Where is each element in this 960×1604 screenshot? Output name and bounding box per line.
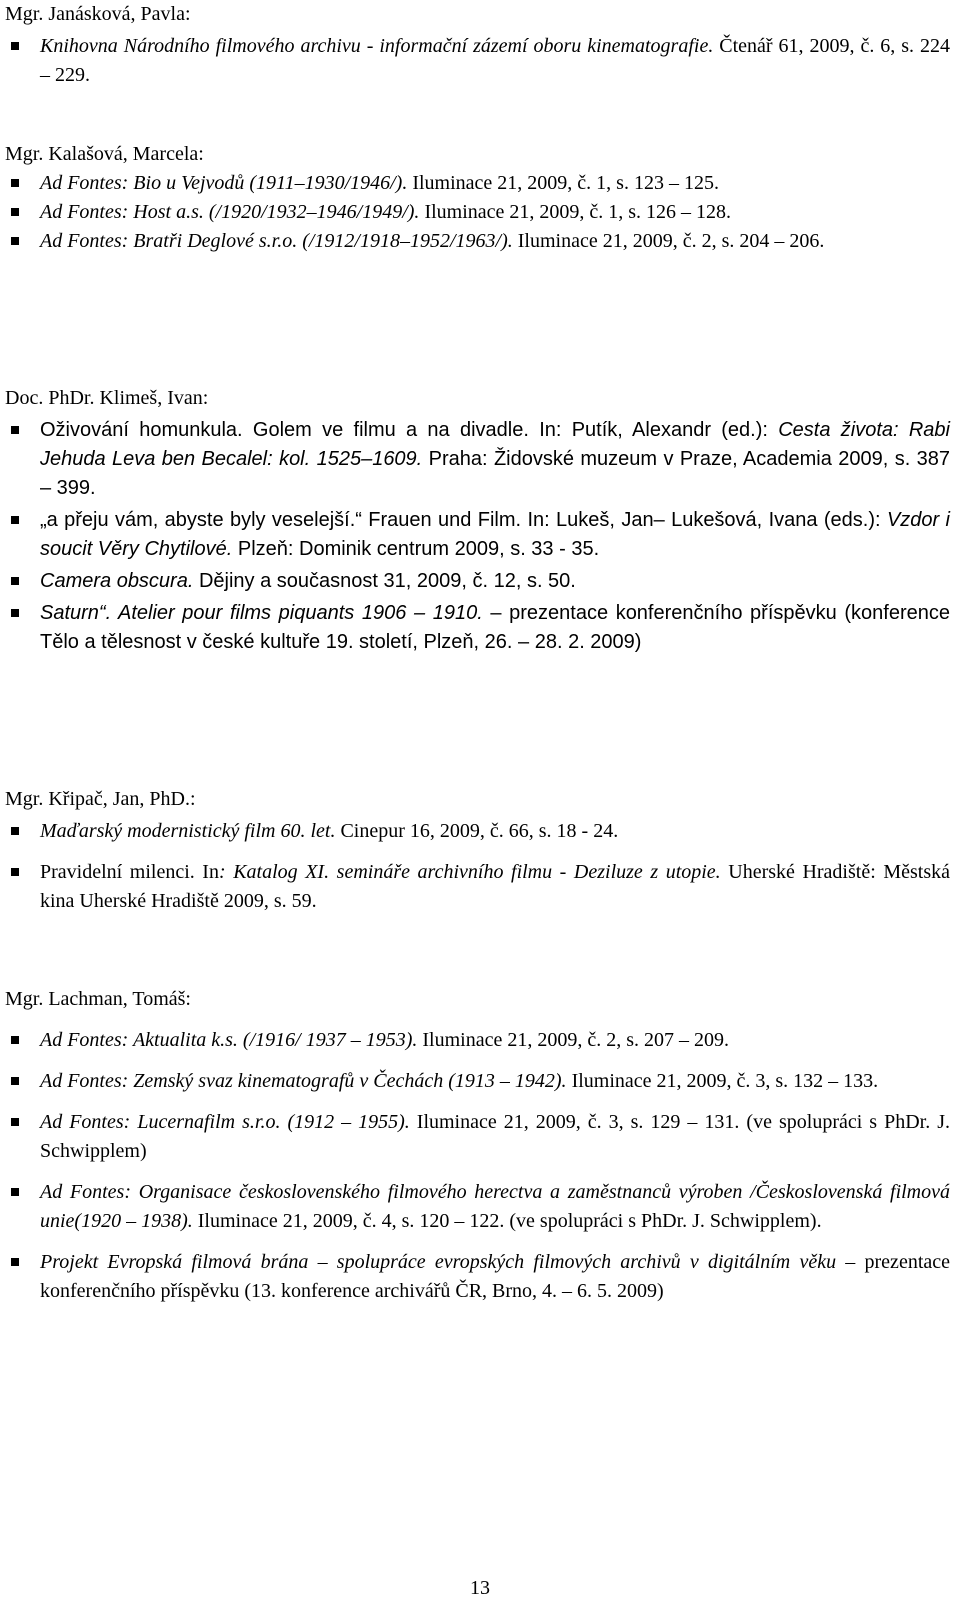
bullet-icon xyxy=(11,516,19,524)
bibliography-entry: Ad Fontes: Host a.s. (/1920/1932–1946/1949/). Iluminace 21, 2009, č. 1, s. 126 – 128. xyxy=(5,198,950,227)
bullet-icon xyxy=(11,1188,19,1196)
author-section-kripac xyxy=(5,785,950,916)
bibliography-entry: Oživování homunkula. Golem ve filmu a na divadle. In: Putík, Alexandr (ed.): Cesta života: Rabi Jehuda Leva ben Becalel: kol. 1525–1609. Praha: Židovské muzeum v Praze, Academia 2009, s. 387 – 399. xyxy=(5,416,950,503)
entry-list xyxy=(5,817,950,916)
bibliography-entry: Ad Fontes: Zemský svaz kinematografů v Čechách (1913 – 1942). Iluminace 21, 2009, č. 3, s. 132 – 133. xyxy=(5,1067,950,1096)
author-heading: Mgr. Janásková, Pavla: xyxy=(5,3,191,25)
entry-list xyxy=(5,1026,950,1306)
bibliography-entry: Ad Fontes: Aktualita k.s. (/1916/ 1937 – 1953). Iluminace 21, 2009, č. 2, s. 207 – 209. xyxy=(5,1026,950,1055)
author-section-janaskova xyxy=(5,0,950,90)
author-heading: Mgr. Křipač, Jan, PhD.: xyxy=(5,788,196,810)
bullet-icon xyxy=(11,827,19,835)
bullet-icon xyxy=(11,868,19,876)
bullet-icon xyxy=(11,237,19,245)
bullet-icon xyxy=(11,1118,19,1126)
entry-list xyxy=(5,416,950,657)
bullet-icon xyxy=(11,426,19,434)
entry-list xyxy=(5,32,950,90)
bibliography-entry: Ad Fontes: Lucernafilm s.r.o. (1912 – 1955). Iluminace 21, 2009, č. 3, s. 129 – 131. (ve spolupráci s PhDr. J. Schwipplem) xyxy=(5,1108,950,1166)
bibliography-entry: „a přeju vám, abyste byly veselejší.“ Frauen und Film. In: Lukeš, Jan– Lukešová, Ivana (eds.): Vzdor i soucit Věry Chytilové. Plzeň: Dominik centrum 2009, s. 33 - 35. xyxy=(5,506,950,564)
bullet-icon xyxy=(11,1077,19,1085)
bibliography-entry: Knihovna Národního filmového archivu - informační zázemí oboru kinematografie. Čtenář 61, 2009, č. 6, s. 224 – 229. xyxy=(5,32,950,90)
bibliography-entry: Ad Fontes: Bio u Vejvodů (1911–1930/1946/). Iluminace 21, 2009, č. 1, s. 123 – 125. xyxy=(5,169,950,198)
author-section-klimes xyxy=(5,384,950,657)
entry-list xyxy=(5,169,950,256)
bibliography-entry: Ad Fontes: Bratři Deglové s.r.o. (/1912/1918–1952/1963/). Iluminace 21, 2009, č. 2, s. 204 – 206. xyxy=(5,227,950,256)
author-heading: Doc. PhDr. Klimeš, Ivan: xyxy=(5,387,209,409)
bibliography-entry: Camera obscura. Dějiny a současnost 31, 2009, č. 12, s. 50. xyxy=(5,567,950,596)
bibliography-entry: Projekt Evropská filmová brána – spolupráce evropských filmových archivů v digitálním věku – prezentace konferenčního příspěvku (13. konference archivářů ČR, Brno, 4. – 6. 5. 2009) xyxy=(5,1248,950,1306)
author-section-kalasova xyxy=(5,140,950,256)
page-number: 13 xyxy=(470,1577,490,1599)
author-heading: Mgr. Kalašová, Marcela: xyxy=(5,143,204,165)
bullet-icon xyxy=(11,1258,19,1266)
bullet-icon xyxy=(11,179,19,187)
bullet-icon xyxy=(11,208,19,216)
bullet-icon xyxy=(11,1036,19,1044)
author-heading: Mgr. Lachman, Tomáš: xyxy=(5,988,191,1010)
bullet-icon xyxy=(11,42,19,50)
bibliography-entry: Ad Fontes: Organisace československého filmového herectva a zaměstnanců výroben /Československá filmová unie(1920 – 1938). Iluminace 21, 2009, č. 4, s. 120 – 122. (ve spolupráci s PhDr. J. Schwipplem). xyxy=(5,1178,950,1236)
bibliography-entry: Pravidelní milenci. In: Katalog XI. semináře archivního filmu - Deziluze z utopie. Uherské Hradiště: Městská kina Uherské Hradiště 2009, s. 59. xyxy=(5,858,950,916)
bibliography-entry: Saturn“. Atelier pour films piquants 1906 – 1910. – prezentace konferenčního příspěvku (konference Tělo a tělesnost v české kultuře 19. století, Plzeň, 26. – 28. 2. 2009) xyxy=(5,599,950,657)
author-section-lachman xyxy=(5,985,950,1306)
bullet-icon xyxy=(11,577,19,585)
bullet-icon xyxy=(11,609,19,617)
bibliography-entry: Maďarský modernistický film 60. let. Cinepur 16, 2009, č. 66, s. 18 - 24. xyxy=(5,817,950,846)
